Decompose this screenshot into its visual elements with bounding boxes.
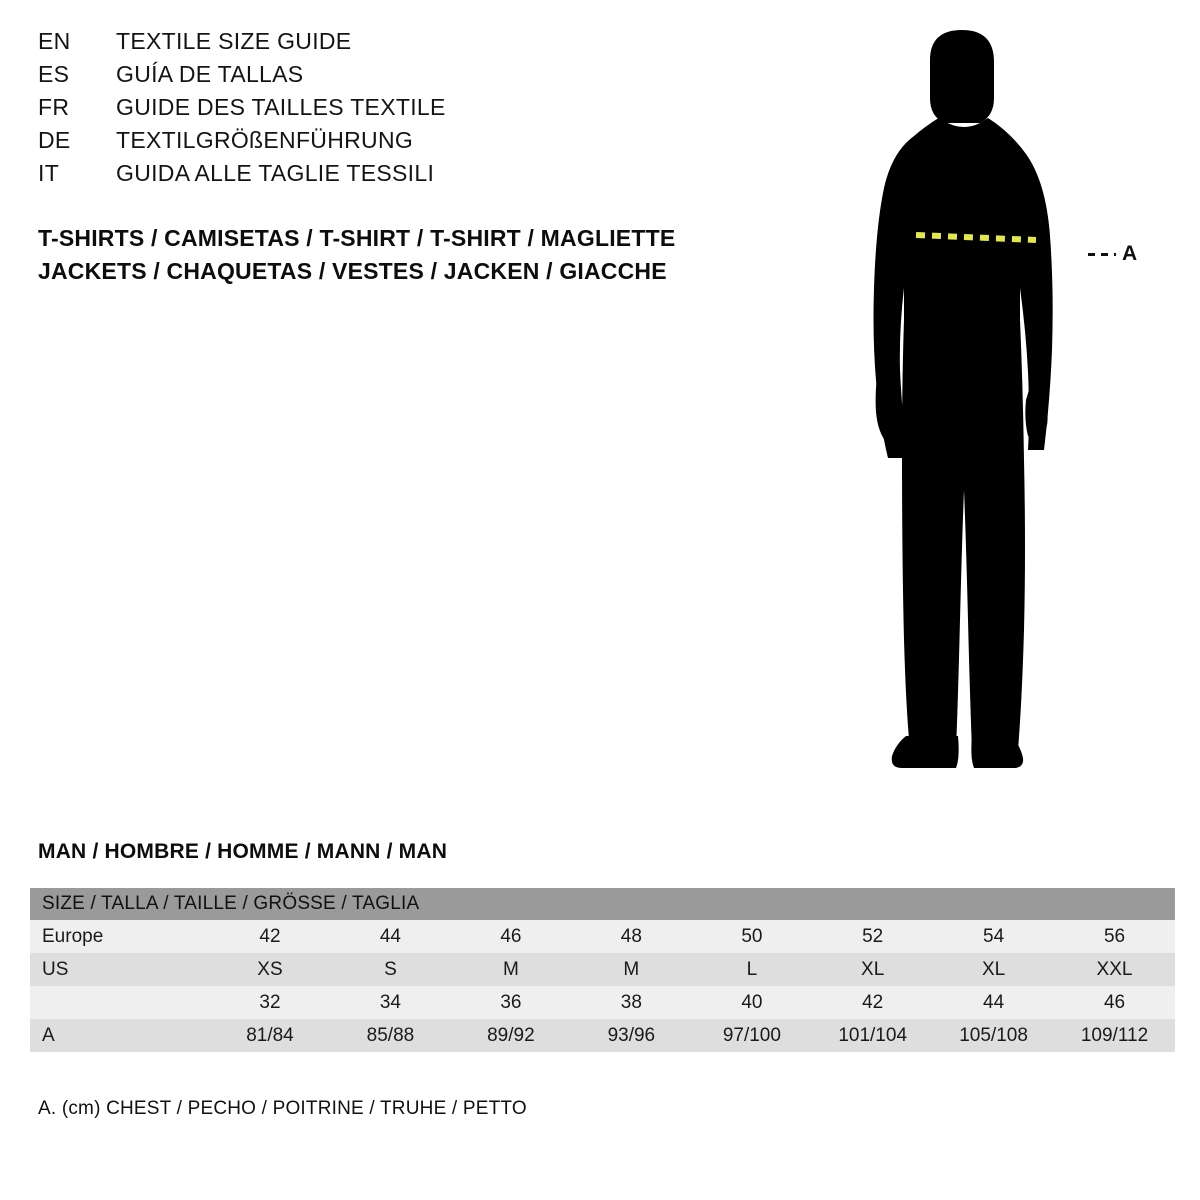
cell: L — [692, 953, 813, 986]
cell: 54 — [933, 920, 1054, 953]
cell: M — [451, 953, 571, 986]
language-code: ES — [38, 61, 70, 87]
row-label: A — [30, 1019, 210, 1052]
table-row — [30, 953, 1175, 986]
row-label — [30, 986, 210, 1019]
cell: XL — [933, 953, 1054, 986]
language-code: FR — [38, 94, 70, 120]
cell: 42 — [812, 986, 933, 1019]
cell: 44 — [330, 920, 450, 953]
cell: 50 — [692, 920, 813, 953]
category-jackets: JACKETS / CHAQUETAS / VESTES / JACKEN / GIACCHE — [38, 258, 667, 284]
cell: 89/92 — [451, 1019, 571, 1052]
garment-category-list — [38, 222, 798, 288]
language-title: GUIDA ALLE TAGLIE TESSILI — [116, 160, 435, 186]
language-code: IT — [38, 160, 60, 186]
table-section-title: MAN / HOMBRE / HOMME / MANN / MAN — [38, 840, 448, 863]
silhouette-svg — [830, 20, 1170, 790]
cell: 32 — [210, 986, 330, 1019]
cell: 105/108 — [933, 1019, 1054, 1052]
language-title-list — [38, 28, 758, 193]
cell: 48 — [571, 920, 691, 953]
language-row — [38, 94, 758, 127]
table-row — [30, 920, 1175, 953]
cell: 36 — [451, 986, 571, 1019]
cell: 93/96 — [571, 1019, 691, 1052]
cell: 38 — [571, 986, 691, 1019]
size-table — [30, 888, 1175, 1052]
cell: XS — [210, 953, 330, 986]
cell: XXL — [1054, 953, 1175, 986]
language-code: DE — [38, 127, 71, 153]
language-row — [38, 61, 758, 94]
cell: 52 — [812, 920, 933, 953]
cell: 97/100 — [692, 1019, 813, 1052]
cell: 56 — [1054, 920, 1175, 953]
language-code: EN — [38, 28, 71, 54]
cell: 85/88 — [330, 1019, 450, 1052]
table-row — [30, 986, 1175, 1019]
cell: 46 — [451, 920, 571, 953]
language-title: GUIDE DES TAILLES TEXTILE — [116, 94, 446, 120]
cell: XL — [812, 953, 933, 986]
measure-label-a: A — [1122, 242, 1138, 265]
male-silhouette-figure — [830, 20, 1170, 790]
table-header-label: SIZE / TALLA / TAILLE / GRÖSSE / TAGLIA — [30, 888, 1175, 920]
cell: 81/84 — [210, 1019, 330, 1052]
cell: 40 — [692, 986, 813, 1019]
row-label: Europe — [30, 920, 210, 953]
cell: S — [330, 953, 450, 986]
language-row — [38, 28, 758, 61]
table-row — [30, 1019, 1175, 1052]
category-tshirts: T-SHIRTS / CAMISETAS / T-SHIRT / T-SHIRT / MAGLIETTE — [38, 225, 676, 251]
cell: 44 — [933, 986, 1054, 1019]
cell: 101/104 — [812, 1019, 933, 1052]
cell: M — [571, 953, 691, 986]
cell: 34 — [330, 986, 450, 1019]
cell: 109/112 — [1054, 1019, 1175, 1052]
language-title: TEXTILE SIZE GUIDE — [116, 28, 352, 54]
row-label: US — [30, 953, 210, 986]
table-footnote: A. (cm) CHEST / PECHO / POITRINE / TRUHE / PETTO — [38, 1098, 527, 1119]
language-title: GUÍA DE TALLAS — [116, 61, 304, 87]
measure-leader-dashes — [1088, 253, 1116, 256]
cell: 46 — [1054, 986, 1175, 1019]
table-header-row — [30, 888, 1175, 920]
language-row — [38, 160, 758, 193]
cell: 42 — [210, 920, 330, 953]
language-row — [38, 127, 758, 160]
language-title: TEXTILGRÖßENFÜHRUNG — [116, 127, 414, 153]
